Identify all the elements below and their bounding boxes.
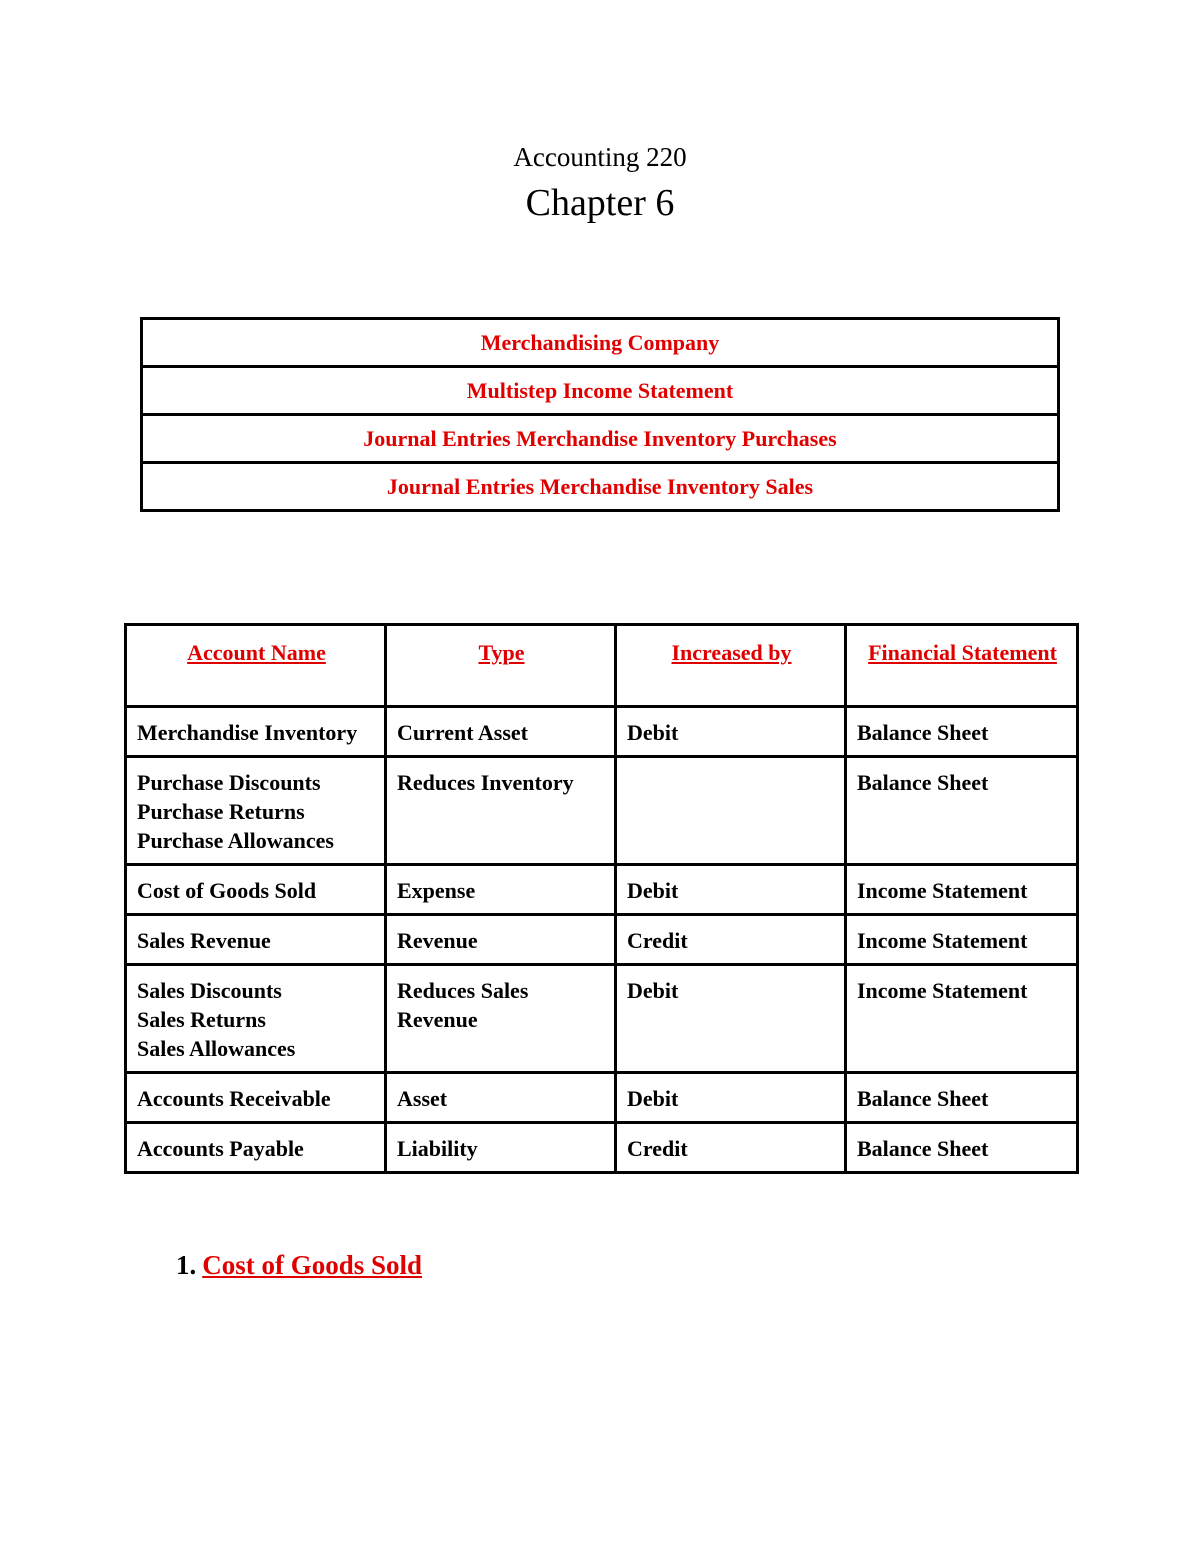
account-type-cell <box>386 1123 616 1173</box>
account-type-cell <box>386 1073 616 1123</box>
topic-journal-entries-sales: Journal Entries Merchandise Inventory Sales <box>142 463 1059 511</box>
increased-by-cell: Debit <box>616 1073 846 1123</box>
account-type: Current Asset <box>397 720 528 745</box>
account-name: Cost of Goods Sold <box>137 878 317 903</box>
topic-row <box>142 319 1059 367</box>
account-type-cell <box>386 865 616 915</box>
financial-statement-cell: Balance Sheet <box>846 757 1078 865</box>
accounts-table <box>124 623 1079 1174</box>
column-header-account-name: Account Name <box>126 625 386 707</box>
account-name: Sales Discounts <box>137 978 282 1003</box>
account-type: Expense <box>397 878 476 903</box>
account-name-cell <box>126 707 386 757</box>
topic-row <box>142 463 1059 511</box>
course-title: Accounting 220 <box>513 142 687 172</box>
account-type: Liability <box>397 1136 478 1161</box>
topic-multistep-income-statement: Multistep Income Statement <box>142 367 1059 415</box>
column-header-type: Type <box>386 625 616 707</box>
topic-row <box>142 367 1059 415</box>
table-row <box>126 707 1078 757</box>
account-name-cell <box>126 865 386 915</box>
account-type: Reduces Sales <box>397 978 529 1003</box>
account-name-cell <box>126 1123 386 1173</box>
increased-by-cell: Debit <box>616 865 846 915</box>
account-name-cell <box>126 915 386 965</box>
account-type: Asset <box>397 1086 448 1111</box>
column-header-financial-statement: Financial Statement <box>846 625 1078 707</box>
account-name: Purchase Returns <box>137 799 305 824</box>
account-type-cell <box>386 915 616 965</box>
account-name: Purchase Discounts <box>137 770 321 795</box>
topics-table <box>140 317 1060 512</box>
account-name: Merchandise Inventory <box>137 720 358 745</box>
financial-statement-cell: Income Statement <box>846 865 1078 915</box>
account-name: Sales Allowances <box>137 1036 296 1061</box>
account-type-cell <box>386 965 616 1073</box>
account-name-cell <box>126 965 386 1073</box>
financial-statement-cell: Balance Sheet <box>846 1073 1078 1123</box>
account-name-cell <box>126 757 386 865</box>
section-heading <box>176 1247 422 1283</box>
table-row <box>126 1123 1078 1173</box>
account-name: Accounts Receivable <box>137 1086 331 1111</box>
account-name: Sales Returns <box>137 1007 266 1032</box>
chapter-title: Chapter 6 <box>525 182 675 224</box>
section-title: Cost of Goods Sold <box>202 1250 423 1280</box>
accounts-header-row <box>126 625 1078 707</box>
account-name: Sales Revenue <box>137 928 271 953</box>
table-row <box>126 1073 1078 1123</box>
increased-by-cell <box>616 757 846 865</box>
financial-statement-cell: Balance Sheet <box>846 1123 1078 1173</box>
topic-row <box>142 415 1059 463</box>
account-name: Purchase Allowances <box>137 828 334 853</box>
account-type: Reduces Inventory <box>397 770 574 795</box>
account-type-cell <box>386 707 616 757</box>
increased-by-cell: Credit <box>616 1123 846 1173</box>
increased-by-cell: Credit <box>616 915 846 965</box>
column-header-increased-by: Increased by <box>616 625 846 707</box>
account-type-cell <box>386 757 616 865</box>
financial-statement-cell: Income Statement <box>846 965 1078 1073</box>
account-name: Accounts Payable <box>137 1136 304 1161</box>
account-name-cell <box>126 1073 386 1123</box>
topic-merchandising-company: Merchandising Company <box>142 319 1059 367</box>
financial-statement-cell: Income Statement <box>846 915 1078 965</box>
section-number: 1. <box>176 1250 197 1280</box>
table-row <box>126 965 1078 1073</box>
financial-statement-cell: Balance Sheet <box>846 707 1078 757</box>
table-row <box>126 757 1078 865</box>
topic-journal-entries-purchases: Journal Entries Merchandise Inventory Purchases <box>142 415 1059 463</box>
increased-by-cell: Debit <box>616 965 846 1073</box>
account-type: Revenue <box>397 1007 478 1032</box>
increased-by-cell: Debit <box>616 707 846 757</box>
account-type: Revenue <box>397 928 478 953</box>
table-row <box>126 915 1078 965</box>
table-row <box>126 865 1078 915</box>
